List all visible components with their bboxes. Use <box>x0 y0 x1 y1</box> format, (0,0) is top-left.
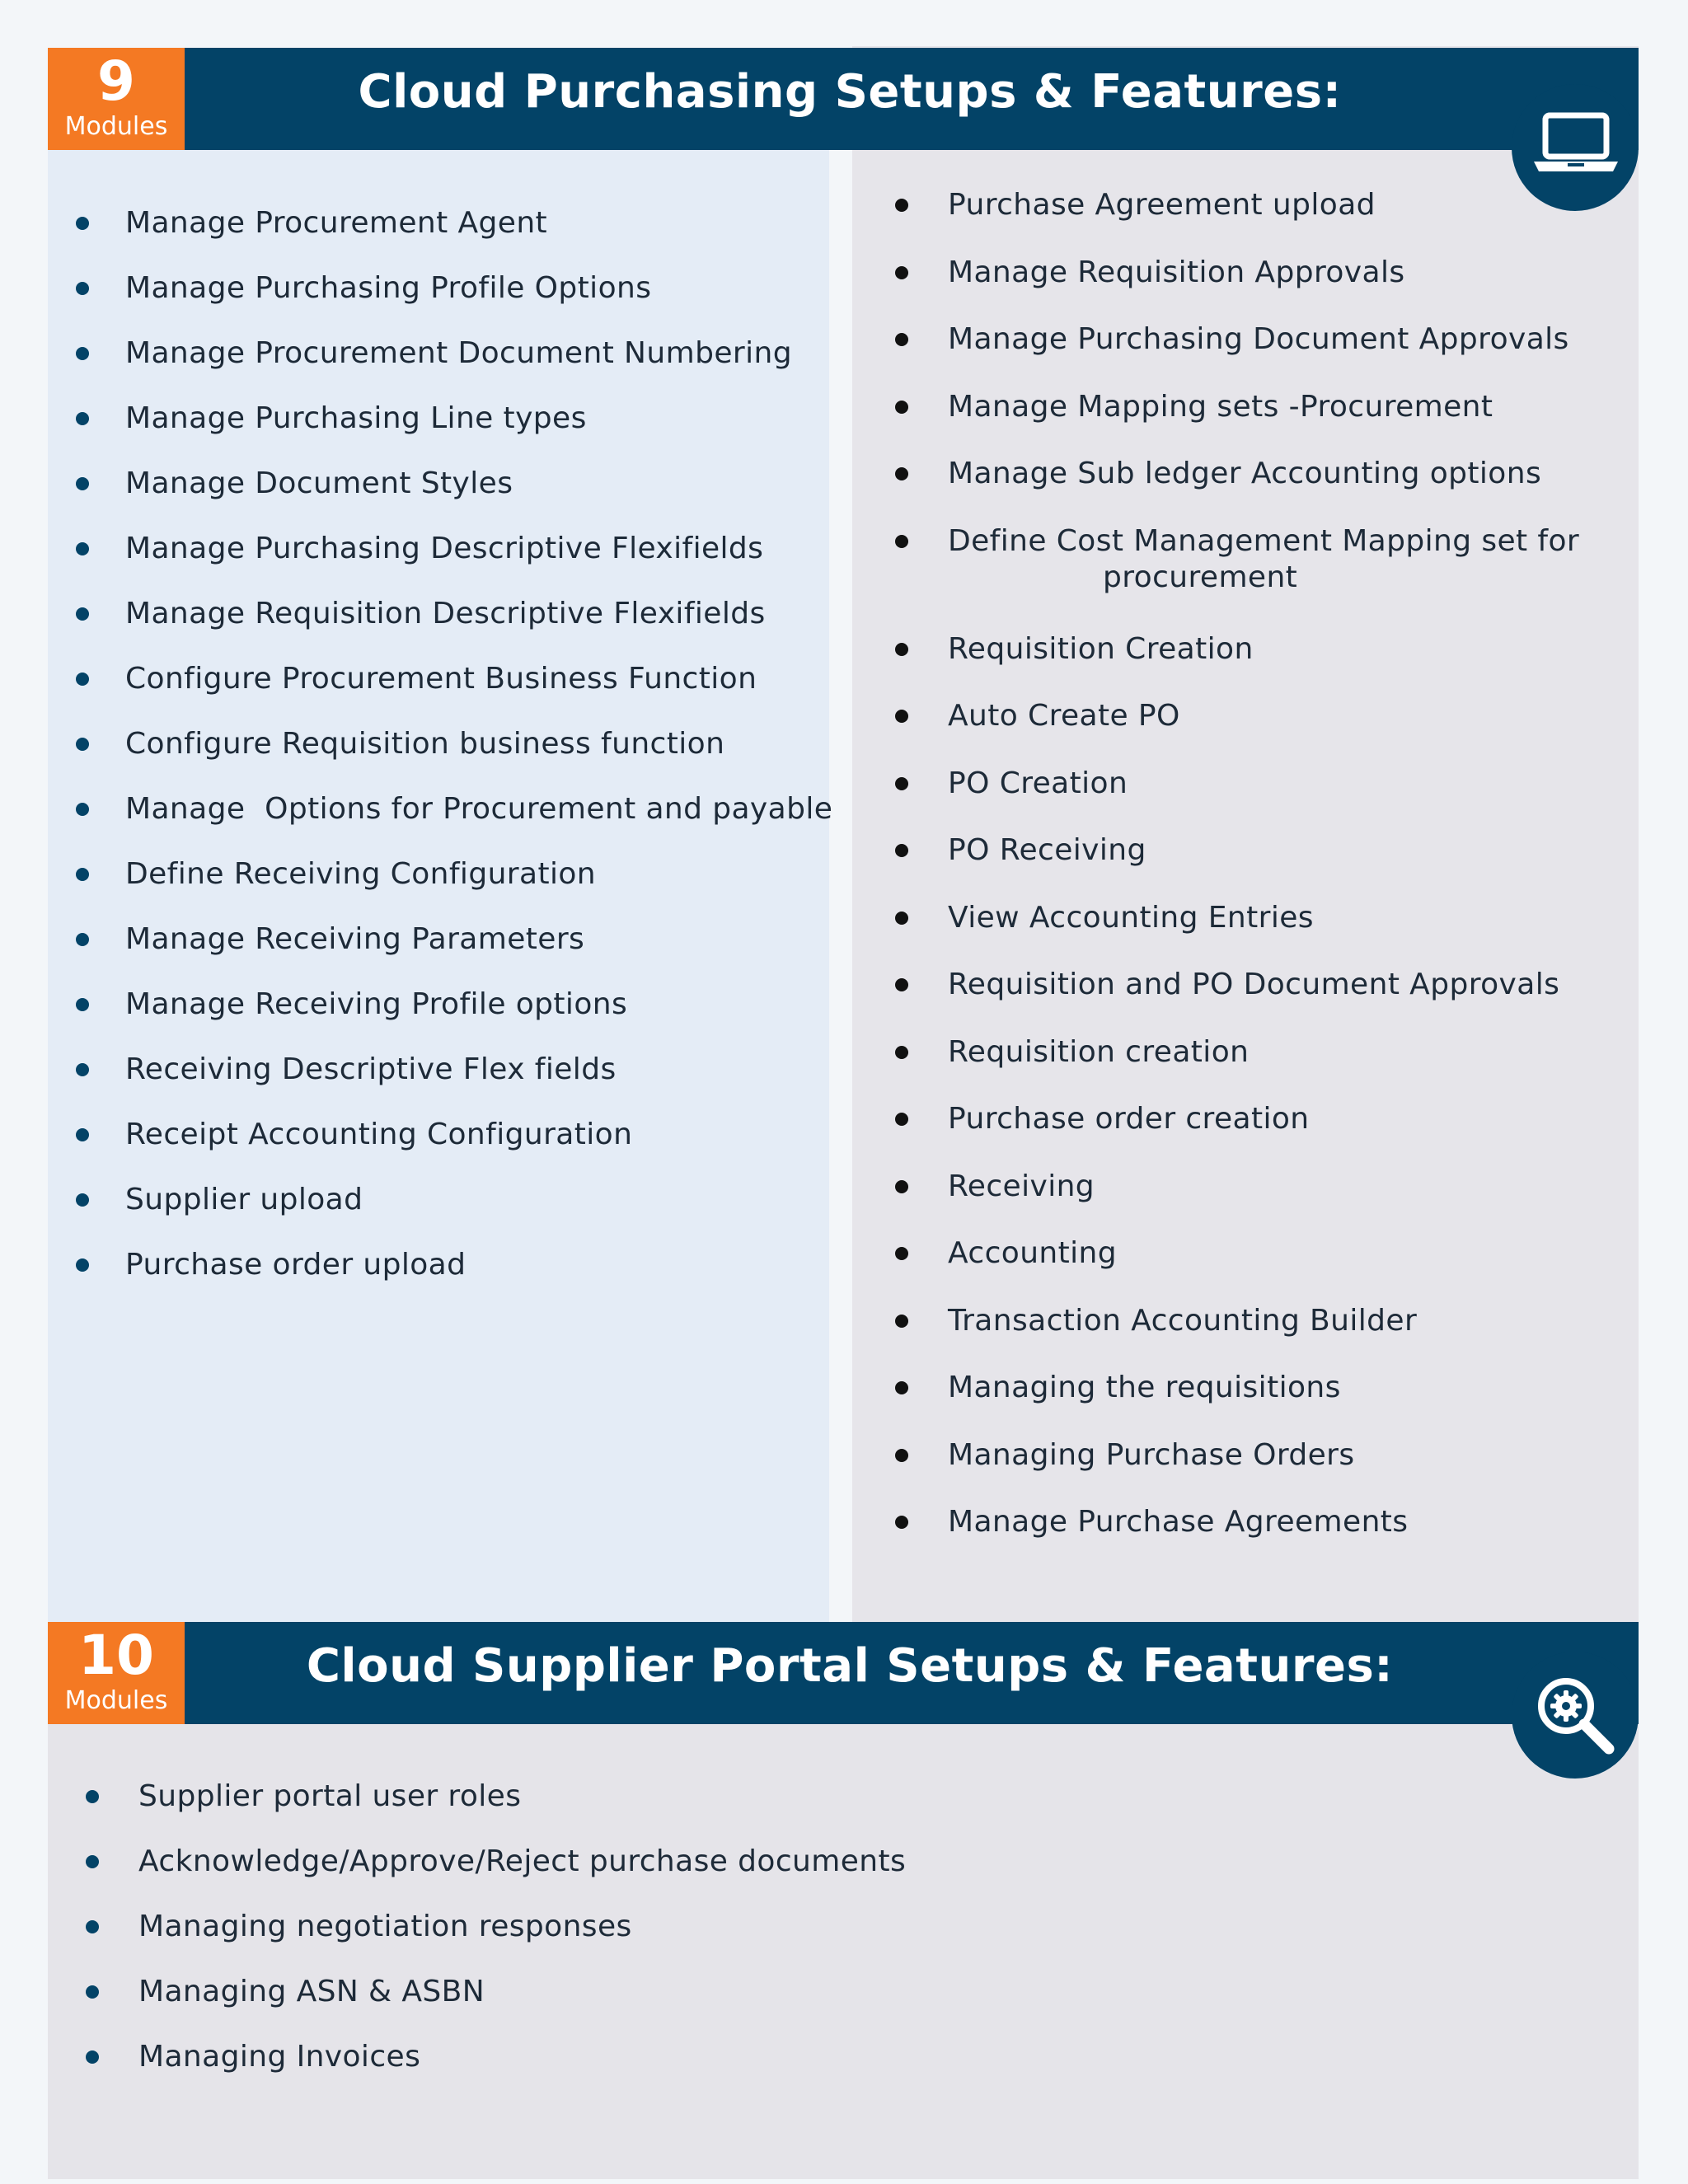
bullet-icon <box>895 401 908 414</box>
list-item: Managing negotiation responses <box>138 1909 906 1974</box>
list-item: Managing Purchase Orders <box>948 1437 1579 1505</box>
bullet-icon <box>895 1449 908 1462</box>
bullet-icon <box>895 844 908 857</box>
bullet-icon <box>76 803 89 816</box>
bullet-icon <box>895 467 908 480</box>
bullet-icon <box>895 1046 908 1059</box>
bullet-icon <box>76 868 89 881</box>
purchasing-features-list <box>948 187 1579 1572</box>
module-label: Modules <box>64 112 168 141</box>
bullet-icon <box>76 998 89 1011</box>
section-title: Cloud Supplier Portal Setups & Features: <box>306 1639 1394 1693</box>
bullet-icon <box>895 710 908 723</box>
bullet-icon <box>76 282 89 295</box>
list-item: Receiving <box>948 1169 1579 1236</box>
list-item: Manage Purchasing Descriptive Flexifields <box>125 531 832 596</box>
list-item: Supplier portal user roles <box>138 1779 906 1844</box>
bullet-icon <box>76 933 89 946</box>
list-item: Receiving Descriptive Flex fields <box>125 1052 832 1117</box>
list-item: Acknowledge/Approve/Reject purchase documents <box>138 1844 906 1909</box>
list-item: Manage Purchasing Line types <box>125 401 832 466</box>
search-settings-icon <box>1512 1652 1639 1779</box>
list-item: PO Creation <box>948 766 1579 833</box>
laptop-icon <box>1512 84 1639 211</box>
list-item: Manage Purchasing Document Approvals <box>948 321 1579 389</box>
list-item: Manage Document Styles <box>125 466 832 531</box>
bullet-icon <box>76 542 89 555</box>
bullet-icon <box>895 333 908 346</box>
list-item: Manage Procurement Document Numbering <box>125 335 832 401</box>
bullet-icon <box>895 1113 908 1126</box>
bullet-icon <box>86 1855 99 1868</box>
bullet-icon <box>86 1985 99 1999</box>
list-item: Purchase order upload <box>125 1247 832 1312</box>
list-item: Purchase order creation <box>948 1101 1579 1169</box>
module-number: 10 <box>78 1624 154 1687</box>
list-item: Receipt Accounting Configuration <box>125 1117 832 1182</box>
list-item: Configure Procurement Business Function <box>125 661 832 726</box>
bullet-icon <box>895 978 908 991</box>
list-item: Manage Purchase Agreements <box>948 1504 1579 1572</box>
bullet-icon <box>895 912 908 925</box>
section-title: Cloud Purchasing Setups & Features: <box>358 65 1342 119</box>
module-number: 9 <box>97 49 135 113</box>
list-item: Transaction Accounting Builder <box>948 1303 1579 1371</box>
module-label: Modules <box>64 1686 168 1715</box>
bullet-icon <box>895 266 908 279</box>
list-item: Purchase Agreement upload <box>948 187 1579 255</box>
list-item: View Accounting Entries <box>948 900 1579 968</box>
bullet-icon <box>76 607 89 621</box>
bullet-icon <box>76 217 89 230</box>
bullet-icon <box>895 1315 908 1328</box>
purchasing-section-header <box>48 48 1639 150</box>
list-item: Requisition and PO Document Approvals <box>948 967 1579 1034</box>
list-item: Configure Requisition business function <box>125 726 832 791</box>
list-item: Accounting <box>948 1235 1579 1303</box>
bullet-icon <box>895 199 908 212</box>
list-item: Managing Invoices <box>138 2039 906 2104</box>
bullet-icon <box>86 1920 99 1933</box>
bullet-icon <box>76 412 89 425</box>
list-item: Manage Sub ledger Accounting options <box>948 456 1579 523</box>
list-item: Manage Receiving Parameters <box>125 921 832 987</box>
list-item: Requisition creation <box>948 1034 1579 1102</box>
purchasing-setups-list <box>125 205 832 1312</box>
bullet-icon <box>76 477 89 490</box>
list-item: Supplier upload <box>125 1182 832 1247</box>
bullet-icon <box>76 738 89 751</box>
bullet-icon <box>895 1180 908 1193</box>
list-item: Define Cost Management Mapping set for procurement <box>948 523 1579 631</box>
bullet-icon <box>76 1258 89 1272</box>
bullet-icon <box>895 777 908 790</box>
bullet-icon <box>76 1128 89 1141</box>
list-item: Requisition Creation <box>948 631 1579 699</box>
bullet-icon <box>86 1790 99 1803</box>
bullet-icon <box>76 347 89 360</box>
bullet-icon <box>86 2050 99 2064</box>
supplier-portal-section-header <box>48 1622 1639 1724</box>
list-item: Managing the requisitions <box>948 1370 1579 1437</box>
list-item: Manage Requisition Descriptive Flexifields <box>125 596 832 661</box>
list-item: Define Receiving Configuration <box>125 856 832 921</box>
list-item: Manage Mapping sets -Procurement <box>948 389 1579 457</box>
bullet-icon <box>895 1381 908 1394</box>
list-item: Manage Requisition Approvals <box>948 255 1579 322</box>
list-item: Manage Options for Procurement and payable <box>125 791 832 856</box>
bullet-icon <box>76 1193 89 1207</box>
list-item: Managing ASN & ASBN <box>138 1974 906 2039</box>
bullet-icon <box>895 535 908 548</box>
list-item: Manage Receiving Profile options <box>125 987 832 1052</box>
list-item: Manage Procurement Agent <box>125 205 832 270</box>
bullet-icon <box>895 643 908 656</box>
modules-badge <box>48 1622 185 1724</box>
list-item: Auto Create PO <box>948 698 1579 766</box>
bullet-icon <box>76 1063 89 1076</box>
bullet-icon <box>895 1247 908 1260</box>
supplier-portal-list <box>138 1779 906 2104</box>
bullet-icon <box>895 1516 908 1529</box>
list-item: Manage Purchasing Profile Options <box>125 270 832 335</box>
modules-badge <box>48 48 185 150</box>
list-item: PO Receiving <box>948 832 1579 900</box>
bullet-icon <box>76 673 89 686</box>
